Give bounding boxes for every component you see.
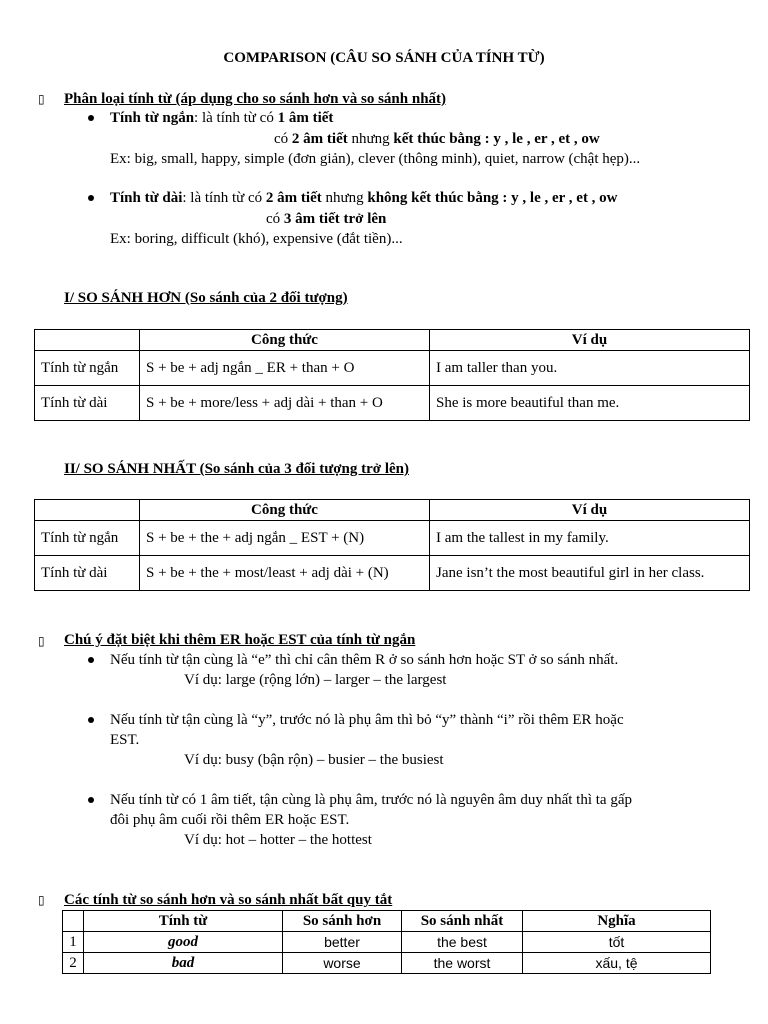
table-row (63, 953, 711, 974)
short-adj-example: Ex: big, small, happy, simple (đơn giản), clever (thông minh), quiet, narrow (chật hẹp)... (110, 151, 641, 167)
long-adj-line2-text: có (266, 211, 284, 227)
table-header-cell: Tính từ (84, 911, 283, 932)
long-adj-line2-bold: 3 âm tiết trở lên (283, 211, 387, 227)
bullet-dot-icon (88, 797, 94, 803)
long-adj-line2 (266, 209, 386, 229)
short-adj-line2-mid: nhưng (347, 131, 394, 147)
table-cell: xấu, tệ (523, 953, 711, 974)
table-header-cell: Ví dụ (430, 330, 750, 351)
table-cell: Jane isn’t the most beautiful girl in her class. (430, 556, 750, 591)
irregular-heading: Các tính từ so sánh hơn và so sánh nhất bất quy tắt (64, 892, 393, 908)
superlative-heading: II/ SO SÁNH NHẤT (So sánh của 3 đối tượng trở lên) (64, 461, 409, 477)
note-2-line2: EST. (110, 732, 140, 748)
note-3-line2: đôi phụ âm cuối rồi thêm ER hoặc EST. (110, 812, 350, 828)
short-adj-line2-bold1: 2 âm tiết (291, 131, 348, 147)
classification-heading: Phân loại tính từ (áp dụng cho so sánh hơn và so sánh nhất) (64, 91, 447, 107)
table-header-cell (35, 500, 140, 521)
table-cell: I am taller than you. (430, 351, 750, 386)
short-adj-line2-bold2: kết thúc bằng : y , le , er , et , ow (393, 131, 600, 147)
note-1-line1: Nếu tính từ tận cùng là “e” thì chỉ cân thêm R ở so sánh hơn hoặc ST ở so sánh nhất. (110, 652, 619, 668)
bullet-dot-icon (88, 717, 94, 723)
notes-heading: Chú ý đặt biệt khi thêm ER hoặc EST của tính từ ngắn (64, 632, 416, 648)
short-adj-line2-text: có (274, 131, 292, 147)
comparative-table (34, 329, 750, 421)
table-row (35, 351, 750, 386)
long-adj-line1-bold2: không kết thúc bằng : y , le , er , et , ow (367, 190, 618, 206)
irregular-header-row (63, 911, 711, 932)
long-adj-example: Ex: boring, difficult (khó), expensive (đắt tiền)... (110, 231, 403, 247)
table-cell: I am the tallest in my family. (430, 521, 750, 556)
note-2-example: Ví dụ: busy (bận rộn) – busier – the busiest (184, 752, 444, 768)
table-cell: the best (402, 932, 523, 953)
long-adj-line1-bold1: 2 âm tiết (265, 190, 322, 206)
note-2-line1: Nếu tính từ tận cùng là “y”, trước nó là phụ âm thì bỏ “y” thành “i” rồi thêm ER hoặc (110, 712, 624, 728)
irregular-table (62, 910, 711, 974)
short-adj-line1 (110, 108, 333, 128)
table-header-cell (35, 330, 140, 351)
checkbox-bullet-icon: ▯ (38, 634, 45, 648)
table-cell: Tính từ ngắn (35, 521, 140, 556)
table-cell: Tính từ dài (35, 556, 140, 591)
table-cell: the worst (402, 953, 523, 974)
document-title: COMPARISON (CÂU SO SÁNH CỦA TÍNH TỪ) (223, 50, 545, 66)
table-cell: S + be + the + most/least + adj dài + (N) (140, 556, 430, 591)
note-3-example: Ví dụ: hot – hotter – the hottest (184, 832, 372, 848)
long-adj-line1-mid: nhưng (321, 190, 368, 206)
table-row (35, 521, 750, 556)
note-1-example: Ví dụ: large (rộng lớn) – larger – the largest (184, 672, 447, 688)
superlative-table (34, 499, 750, 591)
checkbox-bullet-icon: ▯ (38, 92, 45, 106)
long-adj-line1-text: : là tính từ có (182, 190, 266, 206)
table-cell: better (283, 932, 402, 953)
comparative-header-row (35, 330, 750, 351)
table-cell: tốt (523, 932, 711, 953)
table-row (63, 932, 711, 953)
table-row (35, 556, 750, 591)
table-cell: 2 (63, 953, 84, 974)
table-header-cell: Ví dụ (430, 500, 750, 521)
long-adj-line1 (110, 188, 618, 208)
table-cell: S + be + adj ngắn _ ER + than + O (140, 351, 430, 386)
short-adj-line2 (274, 129, 600, 149)
long-adj-term: Tính từ dài (110, 190, 183, 206)
table-header-cell: Công thức (140, 500, 430, 521)
table-cell: worse (283, 953, 402, 974)
superlative-header-row (35, 500, 750, 521)
table-cell: S + be + the + adj ngắn _ EST + (N) (140, 521, 430, 556)
table-cell: She is more beautiful than me. (430, 386, 750, 421)
table-header-cell: So sánh nhất (402, 911, 523, 932)
table-cell: 1 (63, 932, 84, 953)
short-adj-line1-text: : là tính từ có (194, 110, 278, 126)
bullet-dot-icon (88, 657, 94, 663)
checkbox-bullet-icon: ▯ (38, 893, 45, 907)
short-adj-line1-bold: 1 âm tiết (277, 110, 334, 126)
comparative-heading: I/ SO SÁNH HƠN (So sánh của 2 đối tượng) (64, 290, 348, 306)
table-header-cell (63, 911, 84, 932)
table-header-cell: Nghĩa (523, 911, 711, 932)
table-header-cell: So sánh hơn (283, 911, 402, 932)
table-header-cell: Công thức (140, 330, 430, 351)
table-row (35, 386, 750, 421)
table-cell: bad (84, 953, 283, 974)
table-cell: Tính từ dài (35, 386, 140, 421)
table-cell: Tính từ ngắn (35, 351, 140, 386)
table-cell: good (84, 932, 283, 953)
table-cell: S + be + more/less + adj dài + than + O (140, 386, 430, 421)
bullet-dot-icon (88, 195, 94, 201)
bullet-dot-icon (88, 115, 94, 121)
short-adj-term: Tính từ ngắn (110, 110, 195, 126)
note-3-line1: Nếu tính từ có 1 âm tiết, tận cùng là phụ âm, trước nó là nguyên âm duy nhất thì ta gấp (110, 792, 632, 808)
